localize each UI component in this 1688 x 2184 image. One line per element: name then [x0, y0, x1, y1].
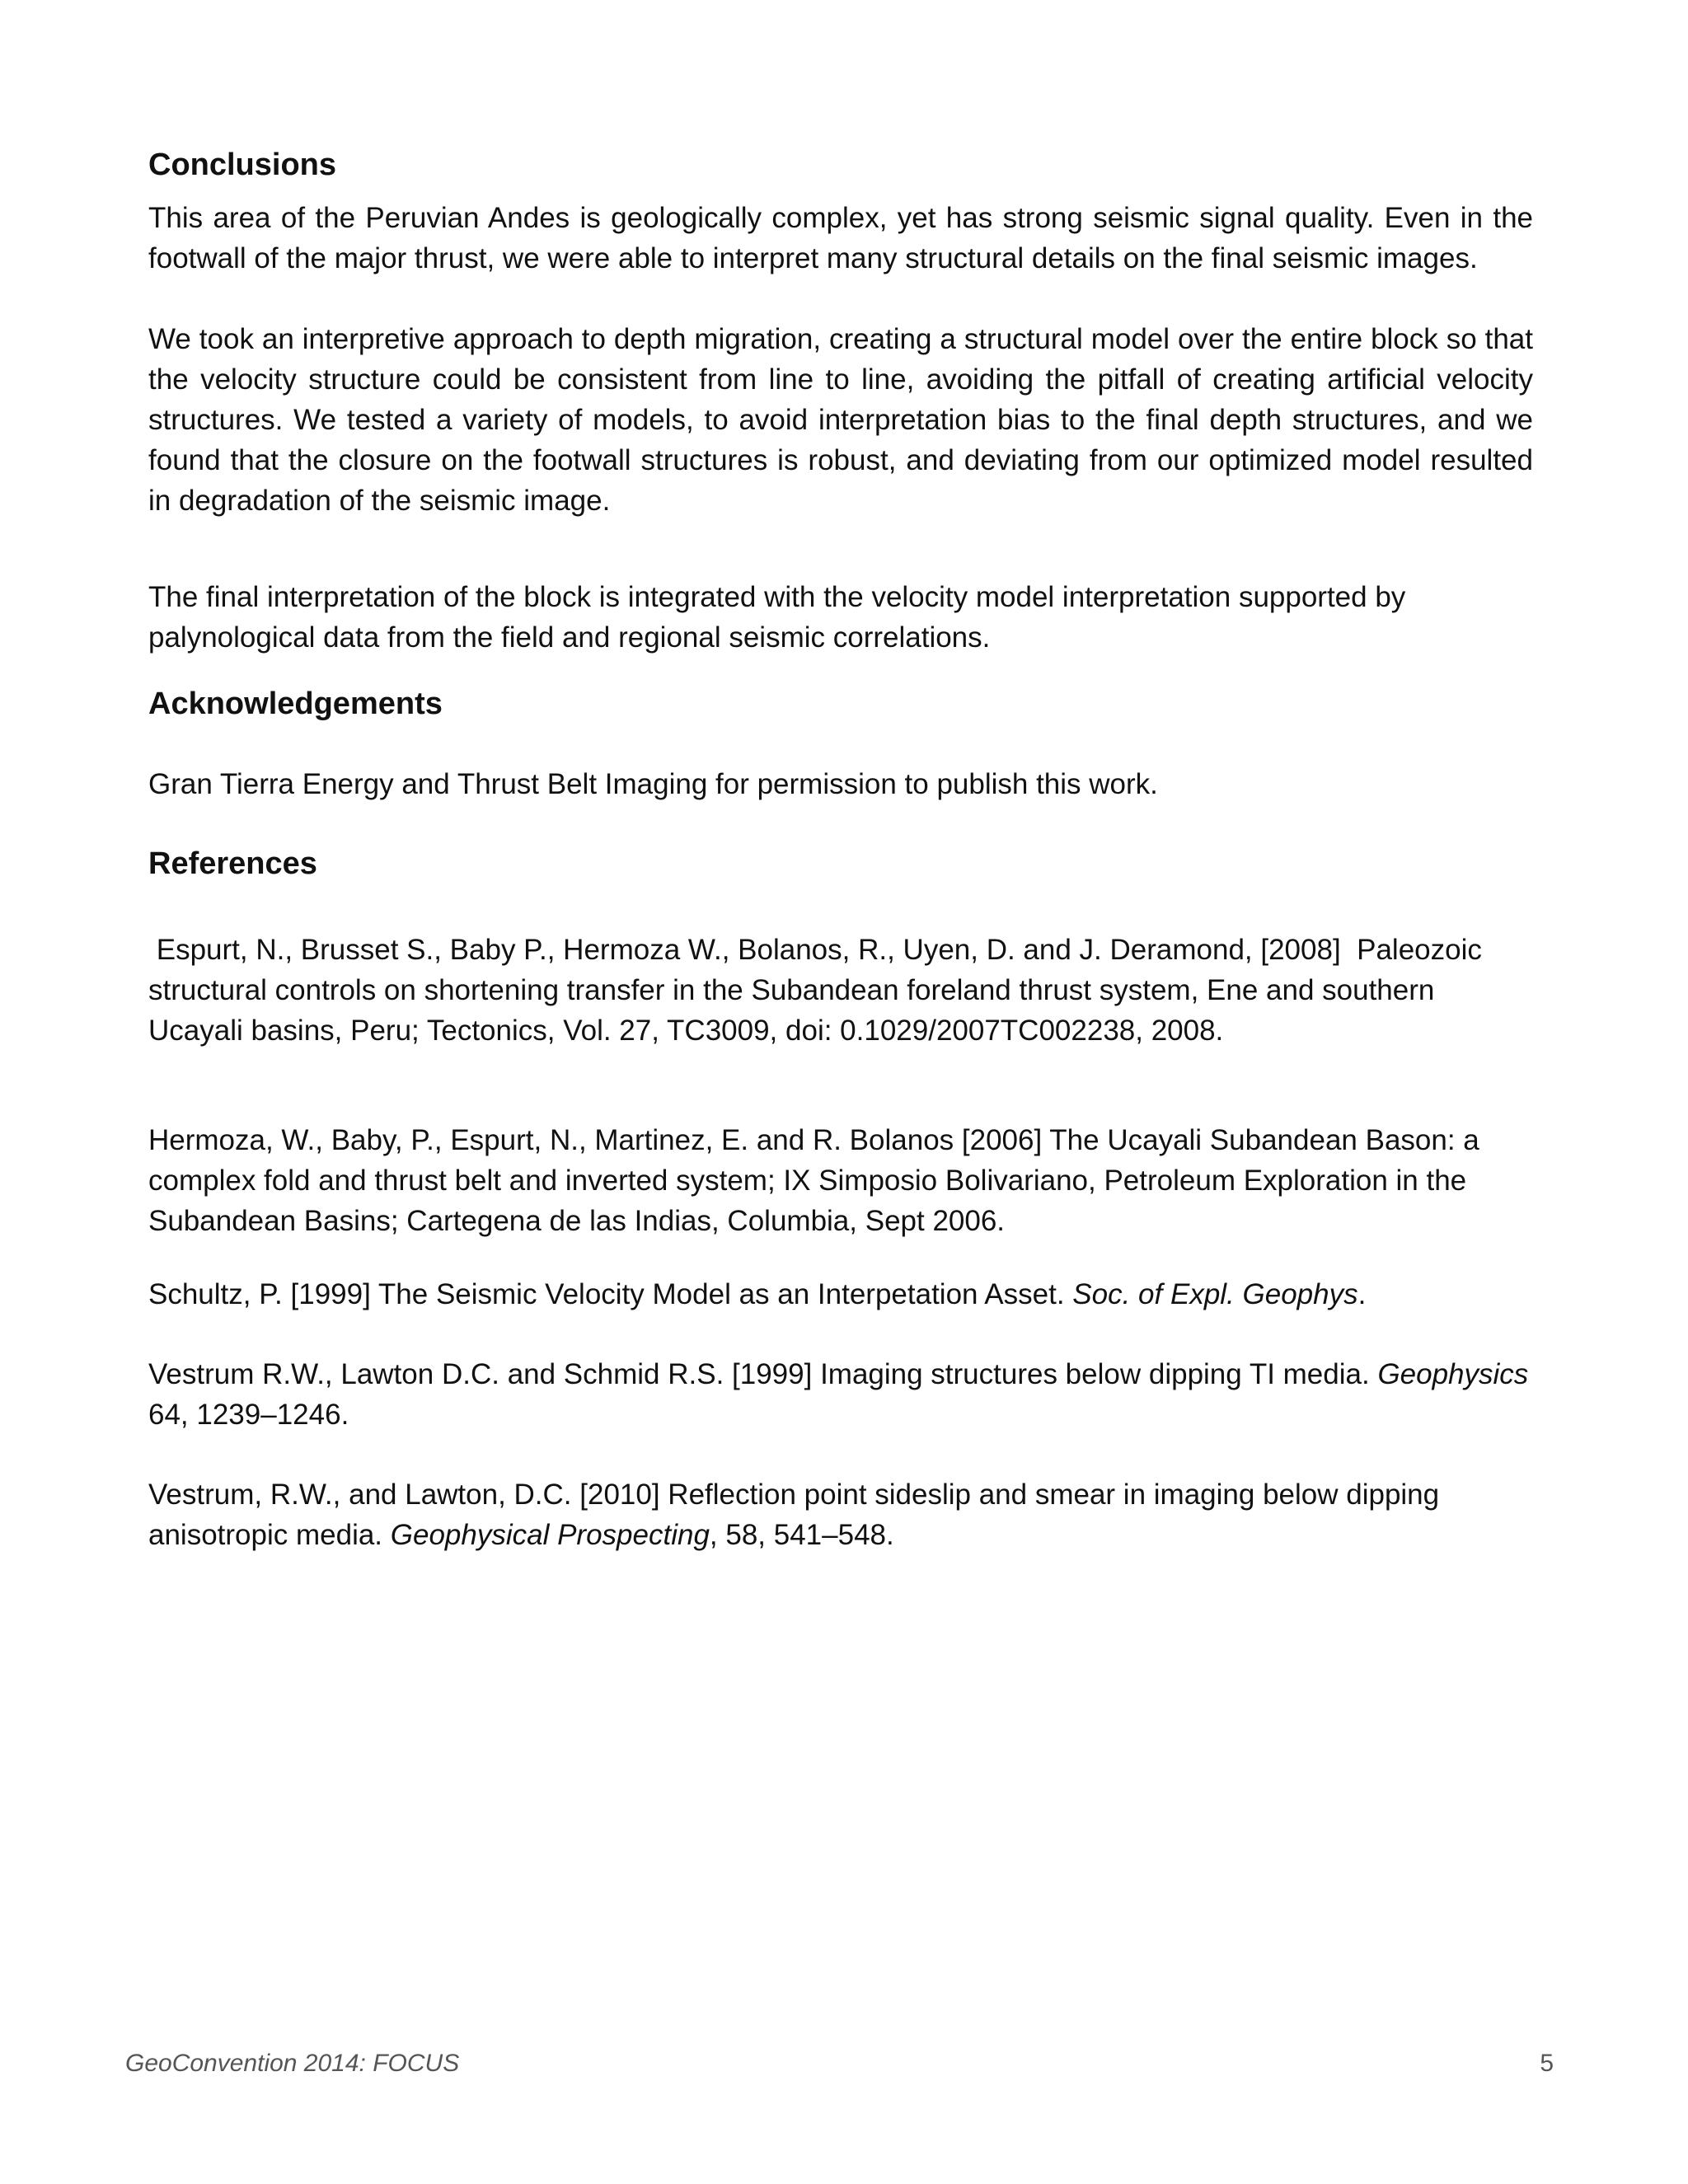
reference-vestrum-2010: [148, 1474, 1533, 1555]
reference-schultz-main: Schultz, P. [1999] The Seismic Velocity Model as an Interpetation Asset.: [148, 1277, 1073, 1310]
conclusions-heading: Conclusions: [148, 148, 337, 182]
footer-page-number: 5: [1540, 2050, 1554, 2077]
footer-conference-name: GeoConvention 2014: FOCUS: [125, 2050, 460, 2077]
page-content: [148, 147, 1533, 1555]
reference-vestrum-2010-end: , 58, 541–548.: [709, 1518, 894, 1551]
reference-espurt: Espurt, N., Brusset S., Baby P., Hermoza W., Bolanos, R., Uyen, D. and J. Deramond, [2008] Paleozoic structural controls on shortening transfer in the Subandean foreland thrust system, Ene and southern Ucayali basins, Peru; Tectonics, Vol. 27, TC3009, doi: 0.1029/2007TC002238, 2008.: [148, 933, 1490, 1047]
reference-hermoza: Hermoza, W., Baby, P., Espurt, N., Martinez, E. and R. Bolanos [2006] The Ucayali Subandean Bason: a complex fold and thrust belt and inverted system; IX Simposio Bolivariano, Petroleum Exploration in the Subandean Basins; Cartegena de las Indias, Columbia, Sept 2006.: [148, 1123, 1479, 1237]
reference-schultz-journal: Soc. of Expl. Geophys: [1072, 1277, 1358, 1310]
reference-vestrum-1999-main: Vestrum R.W., Lawton D.C. and Schmid R.S. [1999] Imaging structures below dipping TI media.: [148, 1357, 1378, 1390]
conclusions-paragraph-3: The final interpretation of the block is integrated with the velocity model interpretation supported by palynological data from the field and regional seismic correlations.: [148, 580, 1406, 654]
conclusions-paragraph-2: We took an interpretive approach to depth migration, creating a structural model over the entire block so that the velocity structure could be consistent from line to line, avoiding the pitfall of creating artificial velocity structures. We tested a variety of models, to avoid interpretation bias to the final depth structures, and we found that the closure on the footwall structures is robust, and deviating from our optimized model resulted in degradation of the seismic image.: [148, 322, 1533, 517]
references-heading: References: [148, 846, 317, 882]
reference-vestrum-2010-main: Vestrum, R.W., and Lawton, D.C. [2010] Reflection point sideslip and smear in imaging below dipping anisotropic media.: [148, 1478, 1440, 1551]
acknowledgements-heading: Acknowledgements: [148, 686, 443, 721]
reference-vestrum-1999: [148, 1354, 1533, 1435]
reference-schultz: [148, 1274, 1533, 1315]
reference-schultz-end: .: [1357, 1277, 1367, 1310]
reference-vestrum-1999-journal: Geophysics: [1377, 1357, 1529, 1390]
acknowledgements-text: Gran Tierra Energy and Thrust Belt Imaging for permission to publish this work.: [148, 768, 1158, 801]
reference-vestrum-1999-end: 64, 1239–1246.: [148, 1398, 349, 1431]
reference-vestrum-2010-journal: Geophysical Prospecting: [390, 1518, 710, 1551]
conclusions-paragraph-1: This area of the Peruvian Andes is geologically complex, yet has strong seismic signal quality. Even in the footwall of the major thrust, we were able to interpret many structural details on the final seismic images.: [148, 201, 1533, 274]
